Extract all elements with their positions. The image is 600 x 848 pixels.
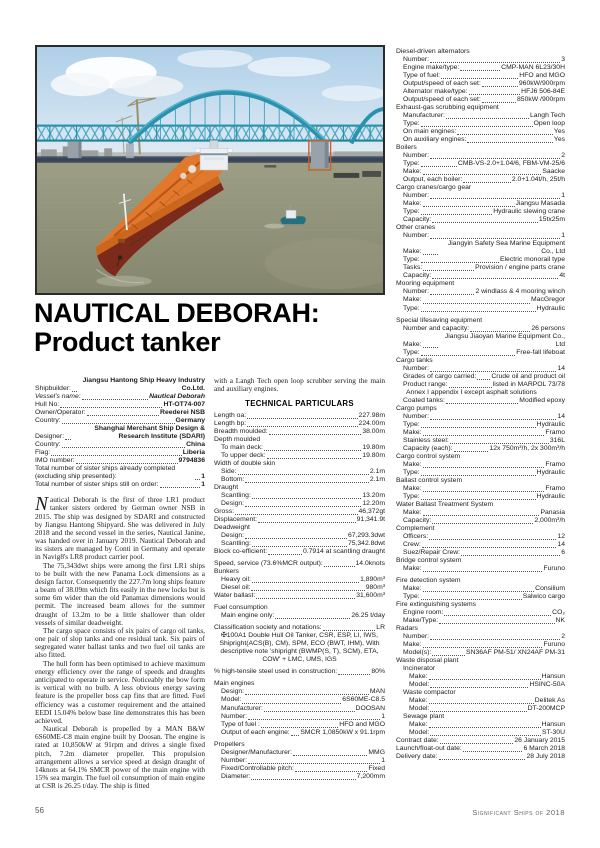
body-paragraph: The 75,343dwt ships were among the first LR1 ships to be built with the new Panama Lock dimensions as a design factor. Consequently the 227.7m long ships feature a beam of 38.09m which fits easily in the new locks but is some 6m wider than the old Panamax dimensions would permit. The increased beam allows for the summer draught of 13.2m to be a little shallower than older vessels of similar deadweight. xyxy=(35,560,205,627)
spec-row: Scantling: 75,342.8dwt xyxy=(221,540,385,548)
spec-section-header: Fuel consumption xyxy=(214,604,268,612)
spec-row: Capacity: 15tx25m xyxy=(403,216,565,224)
spec-section-header: Boilers xyxy=(396,144,417,152)
spec-row: Output/speed of each set: 960kW/900rpm xyxy=(403,80,565,88)
body-continuation-text: with a Langh Tech open loop scrubber serving the main and auxiliary engines. xyxy=(214,376,385,394)
ship-info-table xyxy=(35,377,205,489)
spec-row: Make: Framo xyxy=(403,428,565,436)
spec-row: Number: 1 xyxy=(221,756,385,764)
spec-row: Make: Furuno xyxy=(403,565,565,572)
spec-section-header: Bridge control system xyxy=(396,556,462,564)
spec-row: Model: DT-200MCP xyxy=(409,705,565,713)
spec-section-header: Main engines xyxy=(214,680,255,688)
spec-row: Water ballast: 31,600m³ xyxy=(214,592,385,600)
spec-row: Stainless steel: 316L xyxy=(403,436,565,444)
spec-row: Gross: 46,372gt xyxy=(214,508,385,516)
spec-row: Number: 2 xyxy=(403,633,565,641)
spec-row: Make/Type: NK xyxy=(403,617,565,625)
spec-section-header: Ballast control system xyxy=(396,476,463,484)
spec-row: Output/speed of each set: 850kW /900rpm xyxy=(403,96,565,104)
spec-row: Coated tanks: Modified epoxy xyxy=(403,396,565,404)
spec-note: ✠100A1 Double Hull Oil Tanker, CSR, ESP, LI, IWS, Shipright(ACS(B), CM), SPM, ECO (BWT, IHM), With descriptive note 'shipright (BWMP(S, T), SCM), ETA, COW' + LMC, UMS, IGS xyxy=(219,632,380,664)
spec-section-header: Sewage plant xyxy=(403,713,445,721)
body-paragraph: The hull form has been optimised to achieve maximum energy efficiency over the range of speeds and draughts anticipated to operate in service. Noticeably the bow form is vertical with no bulb. A less obvious energy saving feature is the propeller boss cap fins that are fitted. Fuel efficiency was a customer requirement and the attained EEDI 15.04% below base line demonstrates this has been achieved. xyxy=(35,658,205,725)
spec-row: Make: Framo xyxy=(403,460,565,468)
spec-row: Length oa: 227.98m xyxy=(214,411,385,419)
spec-row: Type: Open loop xyxy=(403,120,565,128)
spec-section-header: Fire detection system xyxy=(396,577,461,585)
spec-row: To main deck: 19.80m xyxy=(221,444,385,452)
spec-section-header: Propellers xyxy=(214,740,245,748)
spec-row: Fixed/Controllable pitch: Fixed xyxy=(221,764,385,772)
article-title-line1: NAUTICAL DEBORAH: xyxy=(34,298,320,328)
spec-row: Output of each engine: SMCR 1,0850kW x 91.1rpm xyxy=(221,728,385,736)
spec-row: Engine make/type: CMP-MAN 6L23/30H xyxy=(403,64,565,72)
spec-row: Make: Delitek As xyxy=(409,697,565,705)
spec-row: Number: 1 xyxy=(403,192,565,200)
spec-row: Type: Salwico cargo xyxy=(403,593,565,601)
spec-section-header: Cargo control system xyxy=(396,452,461,460)
spec-row: Country: Germany xyxy=(35,417,205,425)
body-paragraph: The cargo space consists of six pairs of cargo oil tanks, one pair of slop tanks and one residual tank. Six pairs of segregated water ballast tanks and two fuel oil tanks are also fitted. xyxy=(35,625,205,660)
spec-row: Type: Electric monorail type xyxy=(403,256,565,264)
spec-row: Crew: 14 xyxy=(403,540,565,548)
spec-row: Type: Hydraulic xyxy=(403,420,565,428)
spec-row: Type: Free-fall lifeboat xyxy=(403,348,565,356)
spec-row: Model(s): SN36AF PM-51/ XN24AF PM-31 xyxy=(403,649,565,657)
spec-row: Make: Jiangyin Safety Sea Marine Equipment Co., Ltd xyxy=(403,240,565,256)
spec-row: Number: 3 xyxy=(403,56,565,64)
spec-section-header: Complement xyxy=(396,524,435,532)
spec-row: Shipbuilder: Jiangsu Hantong Ship Heavy Industry Co.Ltd. xyxy=(35,377,205,393)
spec-row: Grades of cargo carried: Crude oil and product oil xyxy=(403,372,565,380)
spec-row: Make: Jiangsu Masada xyxy=(403,200,565,208)
spec-section-header: Waste compactor xyxy=(403,689,456,697)
spec-row: Total number of sister ships already completed (excluding ship presented): 1 xyxy=(35,465,205,481)
spec-section-header: Incinerator xyxy=(403,665,436,673)
spec-row: Type: Hydraulic xyxy=(403,468,565,476)
spec-row: Make: Furuno xyxy=(403,641,565,649)
spec-row: Make: Consilium xyxy=(403,585,565,593)
spec-section-header: Special lifesaving equipment xyxy=(396,316,483,324)
spec-row: Main engine only: 26.25 t/day xyxy=(221,612,385,620)
spec-row: Make: MacGregor xyxy=(403,296,565,304)
spec-section-header: Bunkers xyxy=(214,568,239,576)
spec-row: Type: Hydraulic slewing crane xyxy=(403,208,565,216)
spec-section-header: Other cranes xyxy=(396,224,436,232)
spec-row: Capacity (each): 12x 750m³/h, 2x 300m³/h xyxy=(403,444,565,452)
spec-row: Type of fuel: HFO and MGO xyxy=(403,72,565,80)
spec-row: Type: Hydraulic xyxy=(403,304,565,312)
spec-section-header: Fire extinguishing systems xyxy=(396,601,477,609)
spec-row: Number: 2 windlass & 4 mooring winch xyxy=(403,288,565,296)
spec-row: Make: Jiangsu Jiaoyan Marine Equipment Co., Ltd xyxy=(403,332,565,348)
spec-note: Annex I appendix I except asphalt solutions xyxy=(406,388,537,396)
spec-row: Model: 6S60ME-C8.5 xyxy=(221,696,385,704)
spec-section-header: Radars xyxy=(396,625,418,633)
spec-section-header: Waste disposal plant xyxy=(396,657,459,665)
spec-row: Type: Hydraulic xyxy=(403,492,565,500)
spec-row: Number and capacity: 26 persons xyxy=(403,324,565,332)
spec-row: Manufacturer: Langh Tech xyxy=(403,112,565,120)
spec-row: Design: 12.20m xyxy=(221,500,385,508)
spec-row: Design: 67,293.3dwt xyxy=(221,532,385,540)
spec-section-header: Depth moulded xyxy=(214,436,261,444)
spec-row: On auxiliary engines: Yes xyxy=(403,136,565,144)
spec-section-header: Exhaust-gas scrubbing equipment xyxy=(396,104,499,112)
spec-row: Make: Hansun xyxy=(409,673,565,681)
spec-row: Make: Panasia xyxy=(403,508,565,516)
spec-row: Alternator make/type: HFJ6 506-84E xyxy=(403,88,565,96)
spec-row: Scantling: 13.20m xyxy=(221,492,385,500)
spec-row: Launch/float-out date: 6 March 2018 xyxy=(396,745,565,753)
spec-row: Engine room: CO₂ xyxy=(403,609,565,617)
spec-row: Design: MAN xyxy=(221,688,385,696)
spec-row: Hull No: HT-OT74-007 xyxy=(35,401,205,409)
spec-row: Block co-efficient: 0.7914 at scantling draught xyxy=(214,548,385,556)
spec-row: Total number of sister ships still on order: 1 xyxy=(35,481,205,489)
spec-section-header: Draught xyxy=(214,484,239,492)
spec-row: Suez/Repair Crew: 6 xyxy=(403,548,565,556)
spec-row: Contract date: 26 January 2015 xyxy=(396,737,565,745)
spec-section-header: Mooring equipment xyxy=(396,280,455,288)
left-column xyxy=(35,377,205,790)
spec-row: On main engines: Yes xyxy=(403,128,565,136)
spec-row: Number: 1 xyxy=(403,232,565,240)
body-paragraph: Nautical Deborah is propelled by a MAN B&W 6S60ME-C8 main engine built by Doosan. The engine is rated at 10,850kW at 91rpm and drives a single fixed pitch, 7.2m diameter propeller. This propulsion arrangement allows a service speed at design draught of 14knots at 64.1% SMCR power of the main engine with 15% sea margin. The fuel oil consumption of main engine at CSR is 26.25 t/day. The ship is fitted xyxy=(35,724,205,791)
spec-row: Capacity: 4t xyxy=(403,272,565,280)
technical-particulars-list xyxy=(214,412,385,781)
spec-row: Side: 2.1m xyxy=(221,468,385,476)
spec-row: Model: ST-30U xyxy=(409,729,565,737)
journal-title: Significant Ships of 2018 xyxy=(472,808,565,817)
spec-row: Diameter: 7,200mm xyxy=(221,772,385,780)
spec-row: Make: Hansun xyxy=(409,721,565,729)
page-number: 56 xyxy=(35,806,44,815)
middle-column xyxy=(214,377,385,781)
spec-row: Make: Saacke xyxy=(403,168,565,176)
spec-section-header: Width of double skin xyxy=(214,460,276,468)
spec-row: To upper deck: 19.80m xyxy=(221,452,385,460)
spec-row: Length bp: 224.00m xyxy=(214,419,385,427)
spec-row: % high-tensile steel used in construction: 80% xyxy=(214,668,385,676)
spec-row: Designer: Shanghai Merchant Ship Design & Research Institute (SDARI) xyxy=(35,425,205,441)
spec-row: Diesel oil: 980m³ xyxy=(221,584,385,592)
spec-section-header: Cargo tanks xyxy=(396,356,433,364)
equipment-particulars-column xyxy=(396,48,565,761)
spec-row: Capacity: 2,000m³/h xyxy=(403,516,565,524)
ship-photo xyxy=(35,45,385,295)
spec-row: Number: 2 xyxy=(403,152,565,160)
article-title-line2: Product tanker xyxy=(34,326,221,357)
spec-row: Make: Framo xyxy=(403,484,565,492)
spec-row: IMO number: 9794836 xyxy=(35,457,205,465)
spec-row: Displacement: 91,341.9t xyxy=(214,516,385,524)
spec-row: Tasks: Provision / engine parts crane xyxy=(403,264,565,272)
technical-particulars-heading: TECHNICAL PARTICULARS xyxy=(245,398,354,408)
spec-section-header: Cargo cranes/cargo gear xyxy=(396,184,472,192)
spec-row: Bottom: 2.1m xyxy=(221,476,385,484)
spec-row: Type: CMB-VS-2.0+1.04/6, FBM-VM-25/6 xyxy=(403,160,565,168)
spec-row: Country: China xyxy=(35,441,205,449)
spec-row: Officers: 12 xyxy=(403,532,565,540)
spec-section-header: Diesel-driven alternators xyxy=(396,48,470,55)
article-body xyxy=(35,496,205,790)
spec-section-header: Deadweight xyxy=(214,524,250,532)
spec-row: Vessel's name: Nautical Deborah xyxy=(35,393,205,401)
article-title xyxy=(34,299,396,356)
spec-row: Classification society and notations: LR xyxy=(214,624,385,632)
spec-row: Owner/Operator: Reederei NSB xyxy=(35,409,205,417)
spec-row: Output, each boiler: 2.0+1.04t/h, 25t/h xyxy=(403,176,565,184)
spec-row: Model: HSINC-50A xyxy=(409,681,565,689)
spec-row: Designer/Manufacturer: MMG xyxy=(221,748,385,756)
spec-row: Manufacturer: DOOSAN xyxy=(221,704,385,712)
spec-row: Product range: listed in MARPOL 73/78 xyxy=(403,380,565,388)
spec-row: Speed, service (73.6%MCR output): 14.0knots xyxy=(214,560,385,568)
spec-row: Type of fuel : HFO and MGO xyxy=(221,720,385,728)
spec-row: Breadth moulded: 38.00m xyxy=(214,428,385,435)
spec-section-header: Cargo pumps xyxy=(396,404,437,412)
ship-photo-illustration xyxy=(37,47,383,293)
spec-row: Number: 14 xyxy=(403,412,565,420)
spec-section-header: Water Ballast Treatment System xyxy=(396,500,494,508)
spec-row: Delivery date: 28 July 2018 xyxy=(396,753,565,761)
body-paragraph: Nautical Deborah is the first of three LR1 product tanker sisters ordered by German owner NSB in 2015. The ship was designed by SDARI and constructed by Jiangsu Hantong Shipyard. She was delivered in July 2018 and the second vessel in the series, Nautical Janine, was handed over in January 2019. Nautical Deborah and its sisters are managed by Conti in Germany and operate in Navig8's LR8 product carrier pool. xyxy=(35,494,205,562)
spec-row: Flag: Liberia xyxy=(35,449,205,457)
spec-row: Heavy oil: 1,890m³ xyxy=(221,576,385,584)
spec-row: Number: 1 xyxy=(221,712,385,720)
spec-row: Number: 14 xyxy=(403,364,565,372)
